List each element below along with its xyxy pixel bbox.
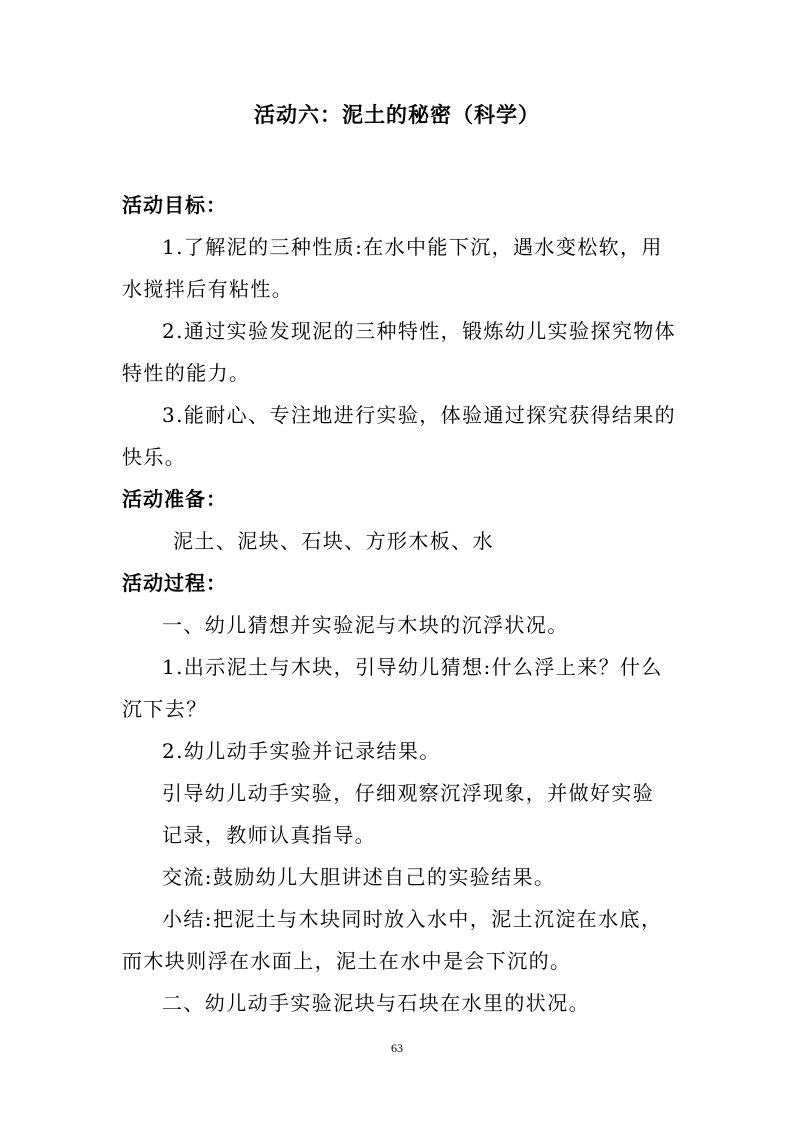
goal-line-4: 特性的能力。	[122, 361, 251, 385]
goal-line-6: 快乐。	[122, 445, 187, 469]
process-heading: 活动过程：	[122, 571, 227, 595]
goal-line-3: 2.通过实验发现泥的三种特性，锻炼幼儿实验探究物体	[162, 319, 677, 343]
process-line-3: 沉下去？	[122, 697, 208, 721]
process-line-7: 交流:鼓励幼儿大胆讲述自己的实验结果。	[162, 865, 556, 889]
goal-line-1: 1.了解泥的三种性质:在水中能下沉，遇水变松软，用	[162, 235, 663, 259]
goals-heading: 活动目标：	[122, 193, 227, 217]
preparation-text: 泥土、泥块、石块、方形木板、水	[173, 529, 494, 553]
process-line-9: 而木块则浮在水面上，泥土在水中是会下沉的。	[122, 949, 572, 973]
document-title: 活动六：泥土的秘密（科学）	[254, 103, 540, 127]
goal-line-5: 3.能耐心、专注地进行实验，体验通过探究获得结果的	[162, 403, 677, 427]
goal-line-2: 水搅拌后有粘性。	[122, 277, 294, 301]
process-line-2: 1.出示泥土与木块，引导幼儿猜想:什么浮上来？什么	[162, 655, 663, 679]
process-line-5: 引导幼儿动手实验，仔细观察沉浮现象，并做好实验	[162, 781, 655, 805]
process-line-1: 一、幼儿猜想并实验泥与木块的沉浮状况。	[162, 613, 569, 637]
preparation-heading: 活动准备：	[122, 487, 227, 511]
process-line-10: 二、幼儿动手实验泥块与石块在水里的状况。	[162, 991, 590, 1015]
process-line-4: 2.幼儿动手实验并记录结果。	[162, 739, 441, 763]
process-line-8: 小结:把泥土与木块同时放入水中，泥土沉淀在水底，	[162, 907, 663, 931]
process-line-6: 记录，教师认真指导。	[162, 823, 376, 847]
page-number: 63	[391, 1041, 403, 1055]
